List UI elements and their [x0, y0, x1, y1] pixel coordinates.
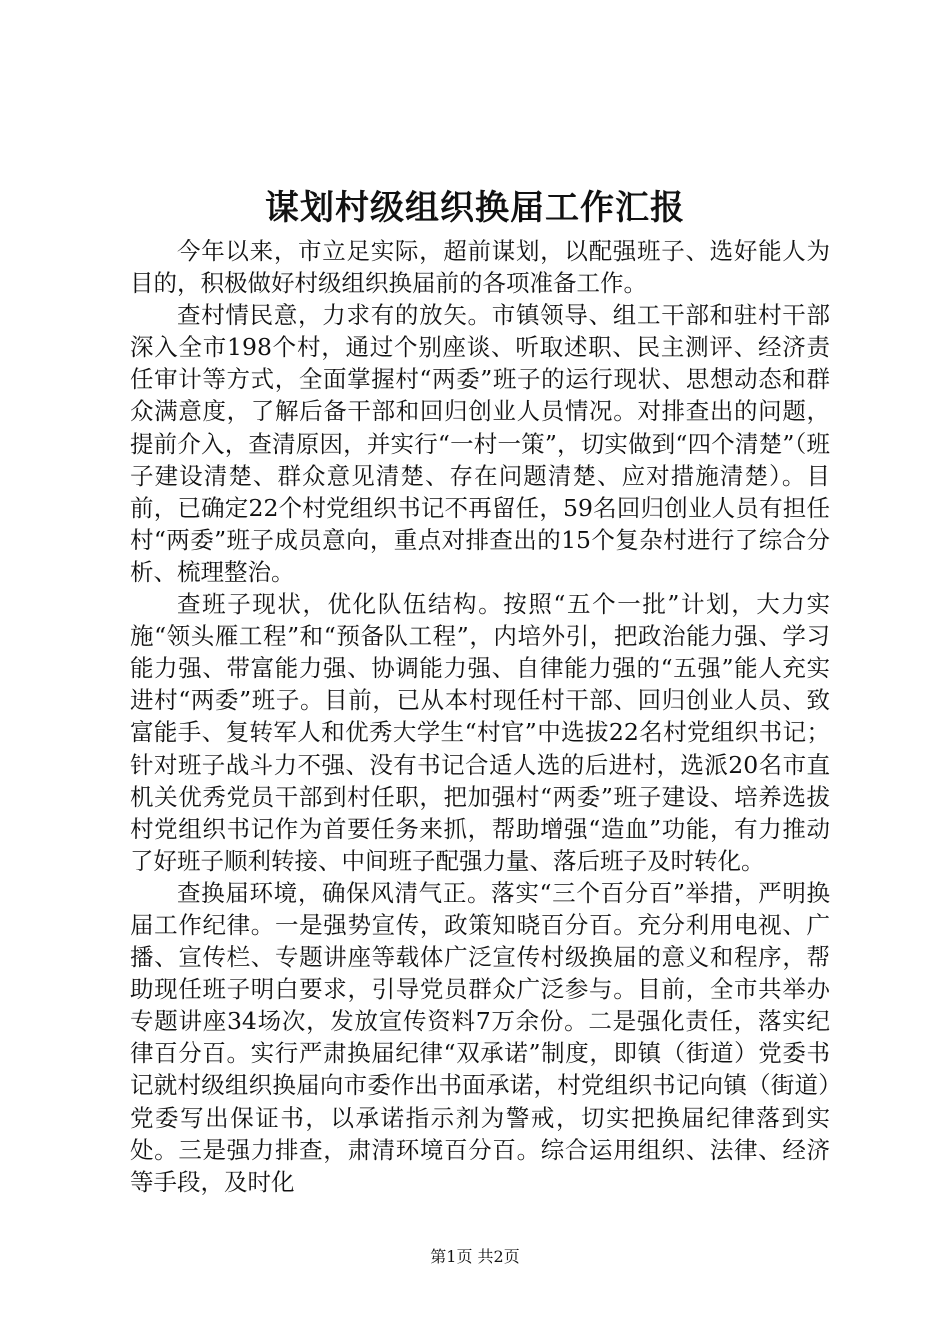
document-body [130, 235, 830, 1198]
paragraph-election-environment: 查换届环境，确保风清气正。落实“三个百分百”举措，严明换届工作纪律。一是强势宣传，政策知晓百分百。充分利用电视、广播、宣传栏、专题讲座等载体广泛宣传村级换届的意义和程序，帮助现任班子明白要求，引导党员群众广泛参与。目前，全市共举办专题讲座34场次，发放宣传资料7万余份。二是强化责任，落实纪律百分百。实行严肃换届纪律“双承诺”制度，即镇（街道）党委书记就村级组织换届向市委作出书面承诺，村党组织书记向镇（街道）党委写出保证书，以承诺指示剂为警戒，切实把换届纪律落到实处。三是强力排查，肃清环境百分百。综合运用组织、法律、经济等手段，及时化 [130, 878, 830, 1196]
paragraph-team-status: 查班子现状，优化队伍结构。按照“五个一批”计划，大力实施“领头雁工程”和“预备队工程”，内培外引，把政治能力强、学习能力强、带富能力强、协调能力强、自律能力强的“五强”能人充实进村“两委”班子。目前，已从本村现任村干部、回归创业人员、致富能手、复转军人和优秀大学生“村官”中选拔22名村党组织书记；针对班子战斗力不强、没有书记合适人选的后进村，选派20名市直机关优秀党员干部到村任职，把加强村“两委”班子建设、培养选拔村党组织书记作为首要任务来抓，帮助增强“造血”功能，有力推动了好班子顺利转接、中间班子配强力量、落后班子及时转化。 [130, 590, 830, 875]
page-title: 谋划村级组织换届工作汇报 [265, 188, 685, 228]
page-footer: 第1页 共2页 [430, 1247, 520, 1266]
paragraph-village-survey: 查村情民意，力求有的放矢。市镇领导、组工干部和驻村干部深入全市198个村，通过个别座谈、听取述职、民主测评、经济责任审计等方式，全面掌握村“两委”班子的运行现状、思想动态和群众满意度，了解后备干部和回归创业人员情况。对排查出的问题，提前介入，查清原因，并实行“一村一策”，切实做到“四个清楚”（班子建设清楚、群众意见清楚、存在问题清楚、应对措施清楚）。目前，已确定22个村党组织书记不再留任，59名回归创业人员有担任村“两委”班子成员意向，重点对排查出的15个复杂村进行了综合分析、梳理整治。 [130, 301, 830, 586]
paragraph-intro: 今年以来，市立足实际，超前谋划，以配强班子、选好能人为目的，积极做好村级组织换届前的各项准备工作。 [130, 237, 830, 298]
